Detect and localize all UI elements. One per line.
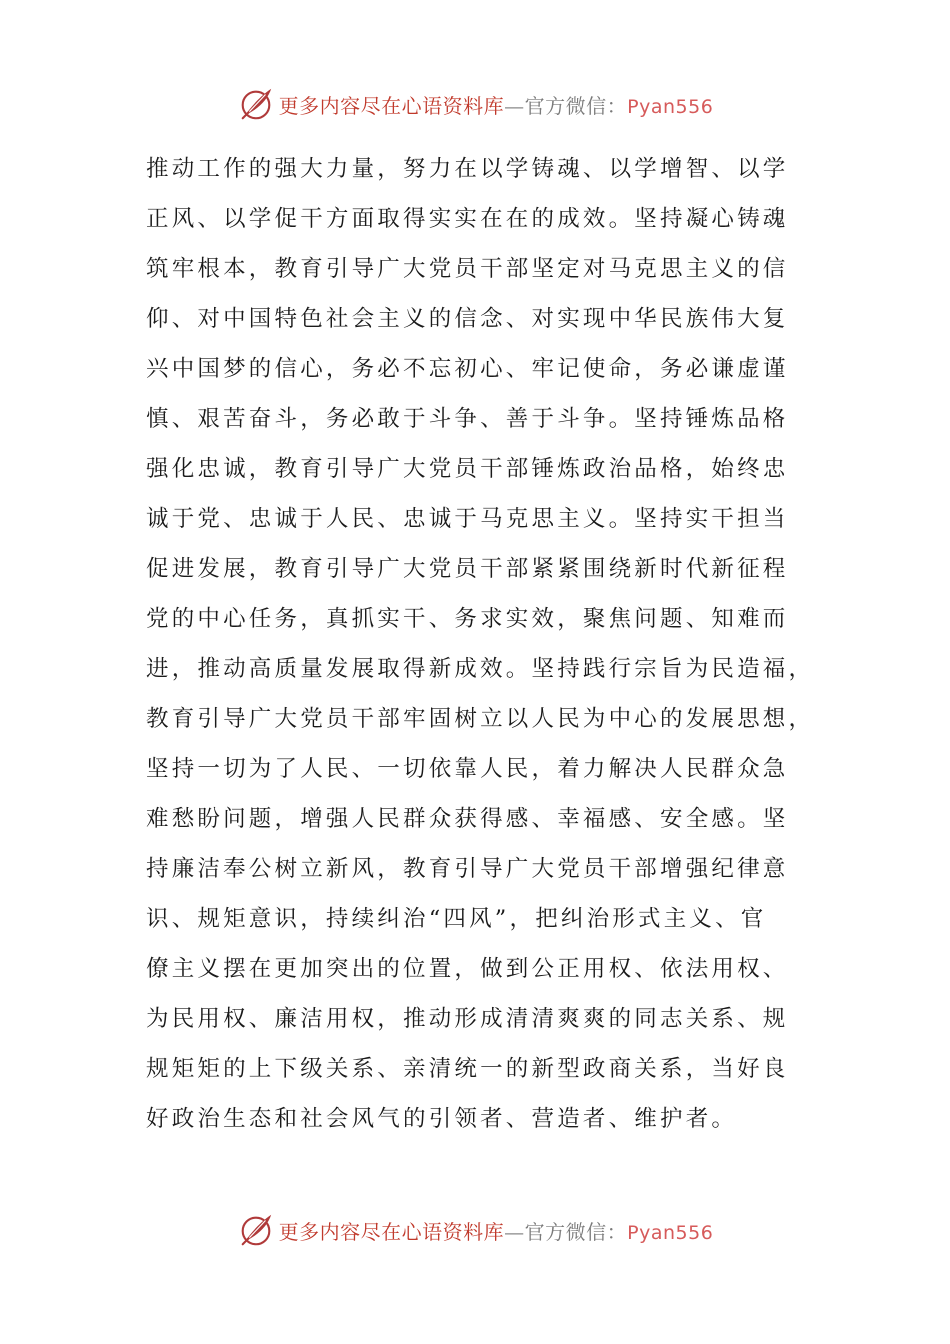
feather-pen-logo-icon (237, 1211, 275, 1249)
body-line: 促进发展，教育引导广大党员干部紧紧围绕新时代新征程 (146, 556, 789, 582)
banner-text (279, 1216, 714, 1245)
header-banner (0, 80, 950, 128)
body-line: 持廉洁奉公树立新风，教育引导广大党员干部增强纪律意 (146, 856, 789, 882)
banner-dash: — (504, 1219, 525, 1244)
feather-pen-logo-icon (237, 85, 275, 123)
footer-banner (0, 1206, 950, 1254)
banner-site-name: 更多内容尽在心语资料库 (278, 93, 505, 118)
body-line: 筑牢根本，教育引导广大党员干部坚定对马克思主义的信 (146, 256, 789, 282)
banner-dash: — (504, 93, 525, 118)
banner-wechat-id: Pyan556 (627, 95, 714, 118)
body-line: 兴中国梦的信心，务必不忘初心、牢记使命，务必谦虚谨 (146, 356, 789, 382)
body-line: 推动工作的强大力量，努力在以学铸魂、以学增智、以学 (146, 156, 789, 182)
banner-site-name: 更多内容尽在心语资料库 (278, 1219, 505, 1244)
banner-wechat-label: 官方微信： (524, 1219, 628, 1244)
body-line: 为民用权、廉洁用权，推动形成清清爽爽的同志关系、规 (146, 1006, 789, 1032)
body-line: 坚持一切为了人民、一切依靠人民，着力解决人民群众急 (146, 756, 789, 782)
body-line: 识、规矩意识，持续纠治“四风”，把纠治形式主义、官 (146, 906, 767, 932)
banner-text (279, 90, 714, 119)
document-body (146, 144, 815, 1144)
body-line: 诚于党、忠诚于人民、忠诚于马克思主义。坚持实干担当 (146, 506, 789, 532)
body-line: 正风、以学促干方面取得实实在在的成效。坚持凝心铸魂 (146, 206, 789, 232)
body-line: 难愁盼问题，增强人民群众获得感、幸福感、安全感。坚 (146, 806, 789, 832)
body-line: 僚主义摆在更加突出的位置，做到公正用权、依法用权、 (146, 956, 789, 982)
body-line: 强化忠诚，教育引导广大党员干部锤炼政治品格，始终忠 (146, 456, 789, 482)
body-line: 规矩矩的上下级关系、亲清统一的新型政商关系，当好良 (146, 1056, 789, 1082)
body-line: 好政治生态和社会风气的引领者、营造者、维护者。 (146, 1106, 738, 1132)
body-line: 党的中心任务，真抓实干、务求实效，聚焦问题、知难而 (146, 606, 789, 632)
body-line: 仰、对中国特色社会主义的信念、对实现中华民族伟大复 (146, 306, 789, 332)
body-line: 教育引导广大党员干部牢固树立以人民为中心的发展思想， (146, 706, 815, 732)
banner-wechat-id: Pyan556 (627, 1221, 714, 1244)
body-line: 进，推动高质量发展取得新成效。坚持践行宗旨为民造福， (146, 656, 815, 682)
body-line: 慎、艰苦奋斗，务必敢于斗争、善于斗争。坚持锤炼品格 (146, 406, 789, 432)
banner-wechat-label: 官方微信： (524, 93, 628, 118)
